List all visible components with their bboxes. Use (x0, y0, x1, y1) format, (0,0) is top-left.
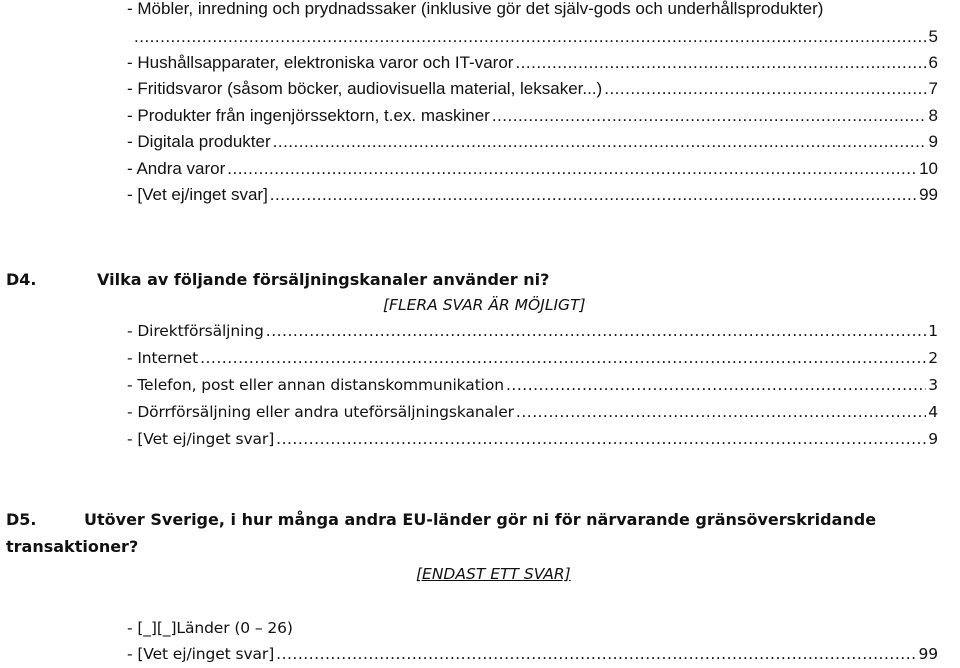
list-item-dont-know: - [Vet ej/inget svar] ..... 99 (127, 183, 938, 207)
list-item-engineering: - Produkter från ingenjörssektorn, t.ex. maskiner ..... 8 (127, 104, 938, 128)
list-item-furniture-code: ..... 5 (132, 25, 938, 49)
question-text-d5-line1: Utöver Sverige, i hur många andra EU-länder gör ni för närvarande gränsöverskridande (84, 510, 877, 529)
option-dont-know-d5: - [Vet ej/inget svar] ..... 99 (127, 642, 938, 666)
question-text-d5-line2: transaktioner? (6, 537, 139, 556)
list-item-digital: - Digitala produkter ..... 9 (127, 130, 938, 154)
option-internet: - Internet ..... 2 (127, 346, 938, 370)
list-item-leisure: - Fritidsvaror (såsom böcker, audiovisuella material, leksaker...) ..... 7 (127, 77, 938, 101)
option-direct-sales: - Direktförsäljning ..... 1 (127, 319, 938, 343)
instruction-d4: [FLERA SVAR ÄR MÖJLIGT] (383, 296, 586, 314)
option-door-to-door: - Dörrförsäljning eller andra uteförsäljningskanaler ..... 4 (127, 400, 938, 424)
question-number-d5: D5. (6, 510, 37, 529)
option-country-count: - [_][_]Länder (0 – 26) (127, 619, 293, 637)
option-dont-know-d4: - [Vet ej/inget svar] ..... 9 (127, 427, 938, 451)
question-text-d4: Vilka av följande försäljningskanaler använder ni? (97, 270, 550, 289)
option-telephone-mail: - Telefon, post eller annan distanskommunikation ..... 3 (127, 373, 938, 397)
list-item-other: - Andra varor ..... 10 (127, 157, 938, 181)
list-item-furniture: - Möbler, inredning och prydnadssaker (inklusive gör det själv-gods och underhållsprodukter) (127, 0, 824, 18)
list-item-household: - Hushållsapparater, elektroniska varor och IT-varor ..... 6 (127, 51, 938, 75)
instruction-d5: [ENDAST ETT SVAR] (416, 565, 571, 583)
question-number-d4: D4. (6, 270, 37, 289)
